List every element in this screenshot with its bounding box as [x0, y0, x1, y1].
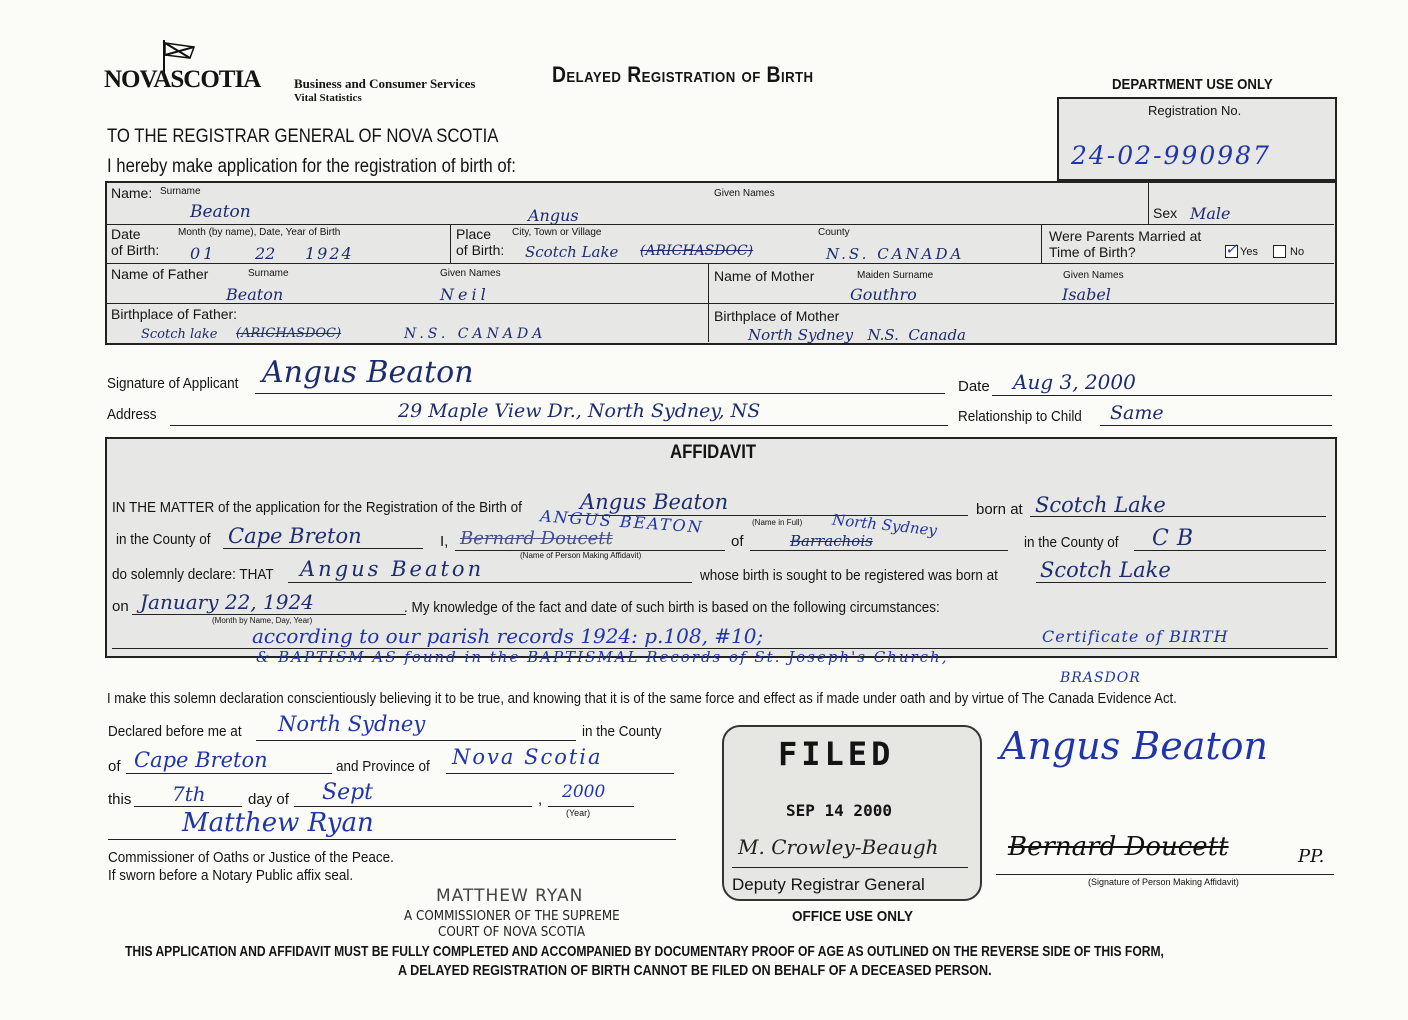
surname-label: Surname — [160, 186, 201, 197]
applicant-signature[interactable]: Angus Beaton — [262, 355, 474, 390]
mother-given-label: Given Names — [1063, 270, 1124, 281]
intro-line: I hereby make application for the registration of birth of: — [107, 156, 516, 177]
comma: , — [538, 791, 543, 808]
of-value[interactable]: North Sydney — [831, 510, 938, 540]
check-icon: ✓ — [1225, 240, 1238, 258]
father-label: Name of Father — [111, 266, 209, 282]
on-label: on — [112, 598, 129, 615]
i-label: I, — [440, 533, 449, 550]
filed-label: FILED — [778, 735, 895, 773]
county-value-2[interactable]: CB — [1152, 526, 1201, 551]
dob-year[interactable]: 1924 — [305, 244, 354, 263]
married-label-2: Time of Birth? — [1049, 244, 1136, 260]
address-label: Address — [107, 406, 157, 423]
name-in-full-label: (Name in Full) — [752, 518, 803, 527]
county-value[interactable]: N.S. CANADA — [826, 245, 965, 263]
surname-value[interactable]: Beaton — [190, 202, 251, 222]
commissioner-label: Commissioner of Oaths or Justice of the Peace. — [108, 849, 394, 866]
mother-given-value[interactable]: Isabel — [1062, 285, 1111, 304]
father-surname-label: Surname — [248, 268, 289, 279]
notary-label: If sworn before a Notary Public affix seal. — [108, 867, 354, 884]
father-birthplace-label: Birthplace of Father: — [111, 306, 238, 322]
knowledge-text: . My knowledge of the fact and date of such birth is based on the following circumstances: — [404, 599, 940, 616]
circumstances-line-3[interactable]: BRASDOR — [1060, 670, 1141, 686]
dob-day[interactable]: 22 — [255, 244, 276, 263]
filed-stamp — [722, 725, 982, 901]
person-making-label: (Name of Person Making Affidavit) — [520, 551, 642, 560]
affiant-signature-top[interactable]: Angus Beaton — [1000, 724, 1268, 768]
of-label: of — [731, 533, 744, 550]
pob-label-1: Place — [456, 226, 492, 242]
registration-box — [1057, 97, 1337, 181]
footer-line-1: THIS APPLICATION AND AFFIDAVIT MUST BE FULLY COMPLETED AND ACCOMPANIED BY DOCUMENTARY PROOF OF AGE AS OUTLINED ON THE REVERSE SIDE OF THIS FORM, — [125, 943, 1164, 960]
married-no-label: No — [1290, 246, 1305, 258]
to-registrar-line: TO THE REGISTRAR GENERAL OF NOVA SCOTIA — [107, 126, 499, 147]
matter-name[interactable]: Angus Beaton — [580, 490, 729, 514]
day-value[interactable]: 7th — [172, 782, 206, 806]
pob-label-2: of Birth: — [456, 242, 505, 258]
declare-name[interactable]: Angus Beaton — [300, 557, 485, 581]
of-struck: Barrachois — [790, 532, 873, 550]
applicant-signature-label: Signature of Applicant — [107, 375, 239, 392]
relationship-value[interactable]: Same — [1110, 402, 1164, 424]
sought-value[interactable]: Scotch Lake — [1040, 558, 1171, 582]
division-name: Vital Statistics — [294, 92, 362, 104]
born-at-label: born at — [976, 501, 1023, 518]
married-yes-label: Yes — [1240, 246, 1258, 258]
declared-before-value[interactable]: North Sydney — [278, 712, 426, 736]
registrar-signature[interactable]: M. Crowley-Beaugh — [738, 835, 939, 859]
declared-before-label: Declared before me at — [108, 723, 242, 740]
reg-no-label: Registration No. — [1148, 103, 1242, 118]
date-value[interactable]: Aug 3, 2000 — [1013, 370, 1136, 394]
affiant-signature-label: (Signature of Person Making Affidavit) — [1088, 877, 1239, 887]
father-birthplace-struck: (ARICHASDOC) — [236, 326, 342, 341]
year-value[interactable]: 2000 — [562, 782, 606, 802]
dob-month[interactable]: 01 — [190, 244, 217, 263]
father-surname-value[interactable]: Beaton — [226, 285, 284, 304]
solemn-declaration-text: I make this solemn declaration conscientiously believing it to be true, and knowing that it is of the same force and effect as if made under oath and by virtue of The Canada Evidence Act. — [107, 690, 1177, 707]
circumstances-line-1a[interactable]: according to our parish records 1924: p.108, #10; — [252, 624, 764, 648]
sex-label: Sex — [1153, 205, 1178, 221]
page-title: Delayed Registration of Birth — [552, 62, 814, 87]
circumstances-line-1b[interactable]: Certificate of BIRTH — [1042, 627, 1229, 646]
relationship-label: Relationship to Child — [958, 408, 1082, 425]
in-county-label: in the County — [582, 723, 662, 740]
on-sub-label: (Month by Name, Day, Year) — [212, 616, 313, 625]
this-label: this — [108, 791, 132, 808]
date-label: Date — [958, 378, 990, 395]
married-yes-checkbox[interactable] — [1225, 240, 1238, 258]
deputy-registrar-label: Deputy Registrar General — [732, 875, 925, 894]
married-label-1: Were Parents Married at — [1049, 228, 1202, 244]
declare-label: do solemnly declare: THAT — [112, 566, 274, 583]
department-name: Business and Consumer Services — [294, 76, 476, 91]
declared-county-value[interactable]: Cape Breton — [134, 748, 268, 772]
father-birthplace-rest[interactable]: N.S. CANADA — [404, 326, 547, 342]
mother-label: Name of Mother — [714, 268, 815, 284]
pob-value[interactable]: Scotch Lake — [525, 243, 619, 261]
year-label: (Year) — [566, 808, 591, 818]
given-names-value[interactable]: Angus — [528, 206, 579, 225]
office-use-label: OFFICE USE ONLY — [792, 908, 914, 925]
county-value-1[interactable]: Cape Breton — [228, 524, 362, 548]
dob-sub-label: Month (by name), Date, Year of Birth — [178, 227, 341, 238]
province-label: and Province of — [336, 758, 430, 775]
commissioner-signature[interactable]: Matthew Ryan — [182, 808, 374, 838]
footer-line-2: A DELAYED REGISTRATION OF BIRTH CANNOT BE FILED ON BEHALF OF A DECEASED PERSON. — [398, 962, 992, 979]
of-county-label: of — [108, 758, 121, 775]
logo-wordmark: NOVASCOTIA — [104, 66, 261, 93]
mother-birthplace-label: Birthplace of Mother — [714, 308, 840, 324]
commissioner-stamp-line-2: COURT OF NOVA SCOTIA — [438, 925, 586, 940]
circumstances-line-2[interactable]: & BAPTISM AS found in the BAPTISMAL Records of St. Joseph's Church, — [256, 648, 949, 666]
county-of-label: in the County of — [116, 531, 211, 548]
address-value[interactable]: 29 Maple View Dr., North Sydney, NS — [398, 400, 761, 422]
father-given-value[interactable]: Neil — [440, 285, 490, 304]
sought-label: whose birth is sought to be registered was born at — [700, 567, 998, 584]
day-of-label: day of — [248, 791, 289, 808]
name-label: Name: — [111, 185, 153, 201]
married-no-checkbox[interactable] — [1273, 245, 1286, 258]
commissioner-stamp-line-1: A COMMISSIONER OF THE SUPREME — [404, 909, 620, 924]
affiant-name[interactable]: ANGUS BEATON — [539, 506, 705, 537]
sex-value[interactable]: Male — [1190, 204, 1231, 223]
dob-label-1: Date — [111, 226, 141, 242]
mother-birthplace-value[interactable]: North Sydney N.S. Canada — [748, 326, 966, 344]
mother-maiden-value[interactable]: Gouthro — [850, 285, 917, 304]
month-value[interactable]: Sept — [322, 780, 374, 805]
affiant-signature-pp: PP. — [1298, 846, 1325, 867]
father-given-label: Given Names — [440, 268, 501, 279]
affidavit-title: AFFIDAVIT — [670, 442, 757, 463]
pob-struck: (ARICHASDOC) — [640, 243, 754, 259]
affiant-struck: Bernard Doucett — [460, 528, 613, 549]
mother-maiden-label: Maiden Surname — [857, 270, 934, 281]
county-of-label-2: in the County of — [1024, 534, 1119, 551]
matter-text: IN THE MATTER of the application for the Registration of the Birth of — [112, 499, 522, 516]
county-label: County — [818, 227, 850, 238]
affiant-signature-struck: Bernard Doucett — [1008, 832, 1229, 862]
dob-label-2: of Birth: — [111, 242, 160, 258]
on-value[interactable]: January 22, 1924 — [140, 590, 314, 614]
commissioner-stamp-name: MATTHEW RYAN — [436, 886, 584, 906]
given-names-label: Given Names — [714, 188, 775, 199]
dept-use-label: DEPARTMENT USE ONLY — [1112, 76, 1273, 93]
province-value[interactable]: Nova Scotia — [452, 745, 603, 769]
reg-no-value[interactable]: 24-02-990987 — [1071, 141, 1271, 170]
father-birthplace-value[interactable]: Scotch lake — [141, 327, 218, 342]
pob-sub-label: City, Town or Village — [512, 227, 602, 238]
filed-date: SEP 14 2000 — [786, 801, 892, 820]
born-at-value[interactable]: Scotch Lake — [1035, 493, 1166, 517]
